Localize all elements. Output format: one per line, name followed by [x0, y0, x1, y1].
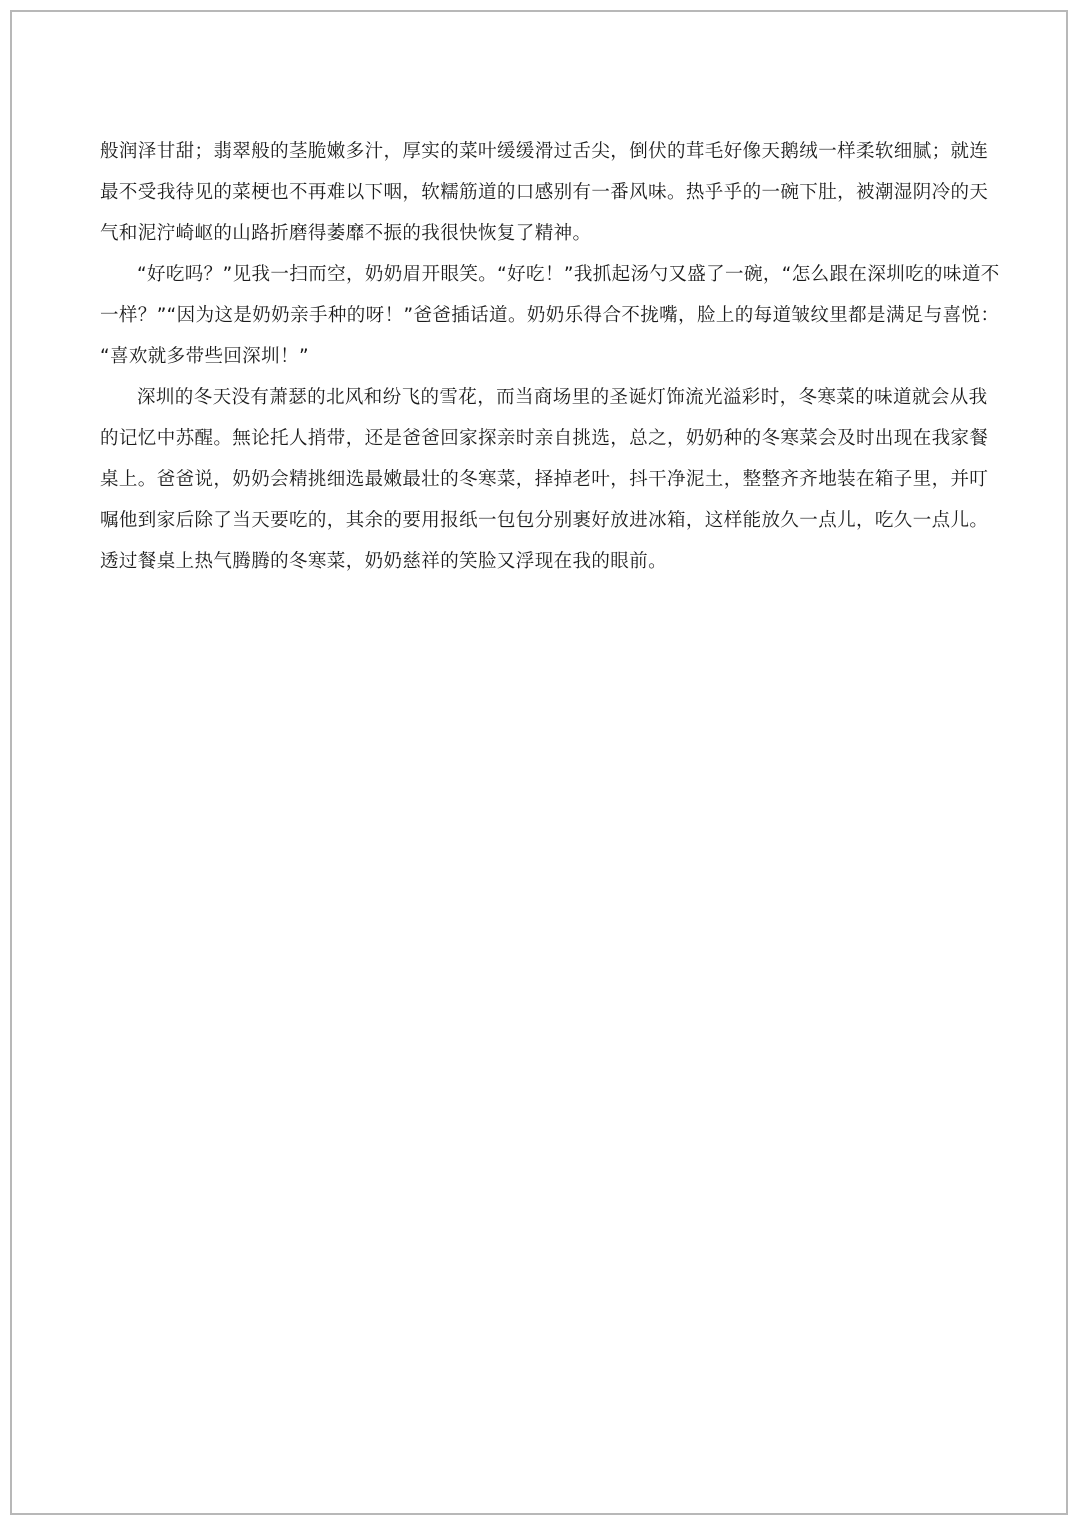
text-line: 最不受我待见的菜梗也不再难以下咽，软糯筋道的口感别有一番风味。热乎乎的一碗下肚，被潮湿阴冷的天	[100, 182, 989, 203]
text-line: “好吃吗？”见我一扫而空，奶奶眉开眼笑。“好吃！”我抓起汤勺又盛了一碗，“怎么跟在深圳吃的味道不	[137, 264, 1000, 285]
text-line: 深圳的冬天没有萧瑟的北风和纷飞的雪花，而当商场里的圣诞灯饰流光溢彩时，冬寒菜的味道就会从我	[137, 387, 988, 408]
text-line: 桌上。爸爸说，奶奶会精挑细选最嫩最壮的冬寒菜，择掉老叶，抖干净泥土，整整齐齐地装在箱子里，并叮	[100, 469, 989, 490]
text-line: 气和泥泞崎岖的山路折磨得萎靡不振的我很快恢复了精神。	[100, 223, 592, 244]
paragraph-3	[100, 377, 990, 582]
paragraph-1	[100, 131, 990, 254]
text-line: 一样？”“因为这是奶奶亲手种的呀！”爸爸插话道。奶奶乐得合不拢嘴，脸上的每道皱纹里都是满足与喜悦：	[100, 305, 1000, 326]
text-line: 般润泽甘甜；翡翠般的茎脆嫩多汁，厚实的菜叶缓缓滑过舌尖，倒伏的茸毛好像天鹅绒一样柔软细腻；就连	[100, 141, 989, 162]
text-line: “喜欢就多带些回深圳！”	[100, 346, 309, 367]
text-line: 嘱他到家后除了当天要吃的，其余的要用报纸一包包分别裹好放进冰箱，这样能放久一点儿，吃久一点儿。	[100, 510, 989, 531]
paragraph-2	[100, 254, 1000, 377]
text-line: 透过餐桌上热气腾腾的冬寒菜，奶奶慈祥的笑脸又浮现在我的眼前。	[100, 551, 668, 572]
document-body	[100, 131, 1000, 582]
text-line: 的记忆中苏醒。無论托人捎带，还是爸爸回家探亲时亲自挑选，总之，奶奶种的冬寒菜会及时出现在我家餐	[100, 428, 989, 449]
